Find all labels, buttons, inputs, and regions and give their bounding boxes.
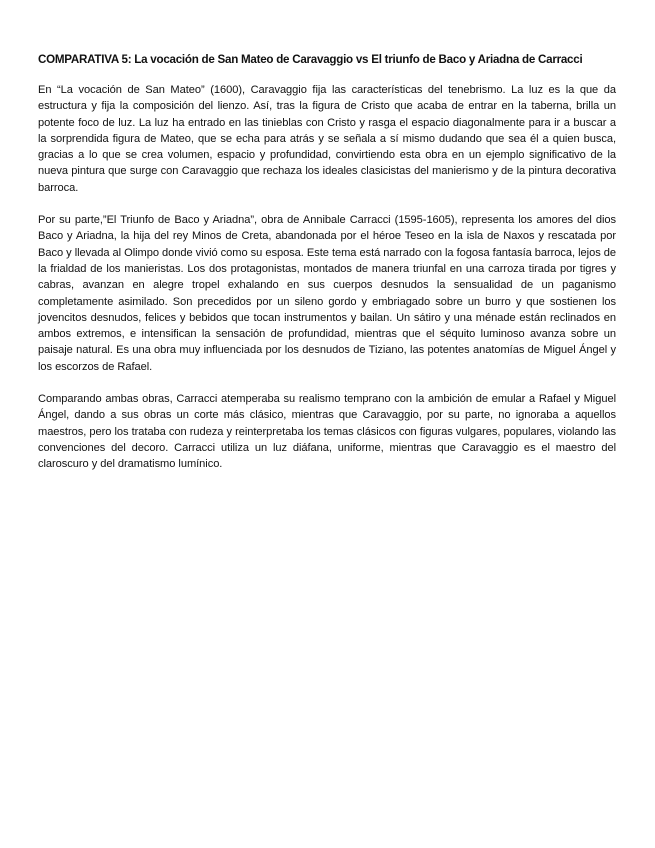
paragraph-comparison: Comparando ambas obras, Carracci atemperaba su realismo temprano con la ambición de emular a Rafael y Miguel Ángel, dando a sus obras un corte más clásico, mientras que Caravaggio, por su parte, no ignoraba a aquellos maestros, pero los trataba con rudeza y reinterpretaba los temas clásicos con figuras vulgares, populares, violando las convenciones del decoro. Carracci utiliza un luz diáfana, uniforme, mientras que Caravaggio es el maestro del claroscuro y del dramatismo lumínico. — [38, 393, 616, 471]
paragraph-carracci: Por su parte,”El Triunfo de Baco y Ariadna”, obra de Annibale Carracci (1595-1605), representa los amores del dios Baco y Ariadna, la hija del rey Minos de Creta, abandonada por el héroe Teseo en la isla de Naxos y rescatada por Baco y llevada al Olimpo donde vivió como su esposa. Este tema está narrado con la fogosa fantasía barroca, lejos de la frialdad de los manieristas. Los dos protagonistas, montados de manera triunfal en una carroza tirada por tigres y cabras, avanzan en alegre tropel exhalando en sus cuerpos desnudos la sensualidad de un paganismo completamente asimilado. Son precedidos por un sileno gordo y embriagado sobre un burro y que sostienen los jovencitos desnudos, felices y bebidos que tocan instrumentos y bailan. Un sátiro y una ménade están reclinados en ambos extremos, e intensifican la sensación de profundidad, mientras que el séquito luminoso avanza sobre un paisaje natural. Es una obra muy influenciada por los desnudos de Tiziano, las potentes anatomías de Miguel Ángel y los escorzos de Rafael. — [38, 214, 616, 373]
document-title: COMPARATIVA 5: La vocación de San Mateo de Caravaggio vs El triunfo de Baco y Ariadna de Carracci — [38, 53, 583, 66]
paragraph-caravaggio: En “La vocación de San Mateo” (1600), Caravaggio fija las características del tenebrismo. La luz es la que da estructura y fija la composición del lienzo. Así, tras la figura de Cristo que acaba de entrar en la taberna, brilla un potente foco de luz. La luz ha entrado en las tinieblas con Cristo y rasga el espacio diagonalmente para ir a buscar a la sorprendida figura de Mateo, que se echa para atrás y se señala a sí mismo dudando que sea él a quien busca, gracias a lo que se crea volumen, espacio y profundidad, convirtiendo esta obra en un ejemplo significativo de la nueva pintura que surge con Caravaggio que rechaza los ideales clasicistas del manierismo y de la pintura decorativa barroca. — [38, 84, 616, 194]
document-page — [38, 52, 616, 489]
